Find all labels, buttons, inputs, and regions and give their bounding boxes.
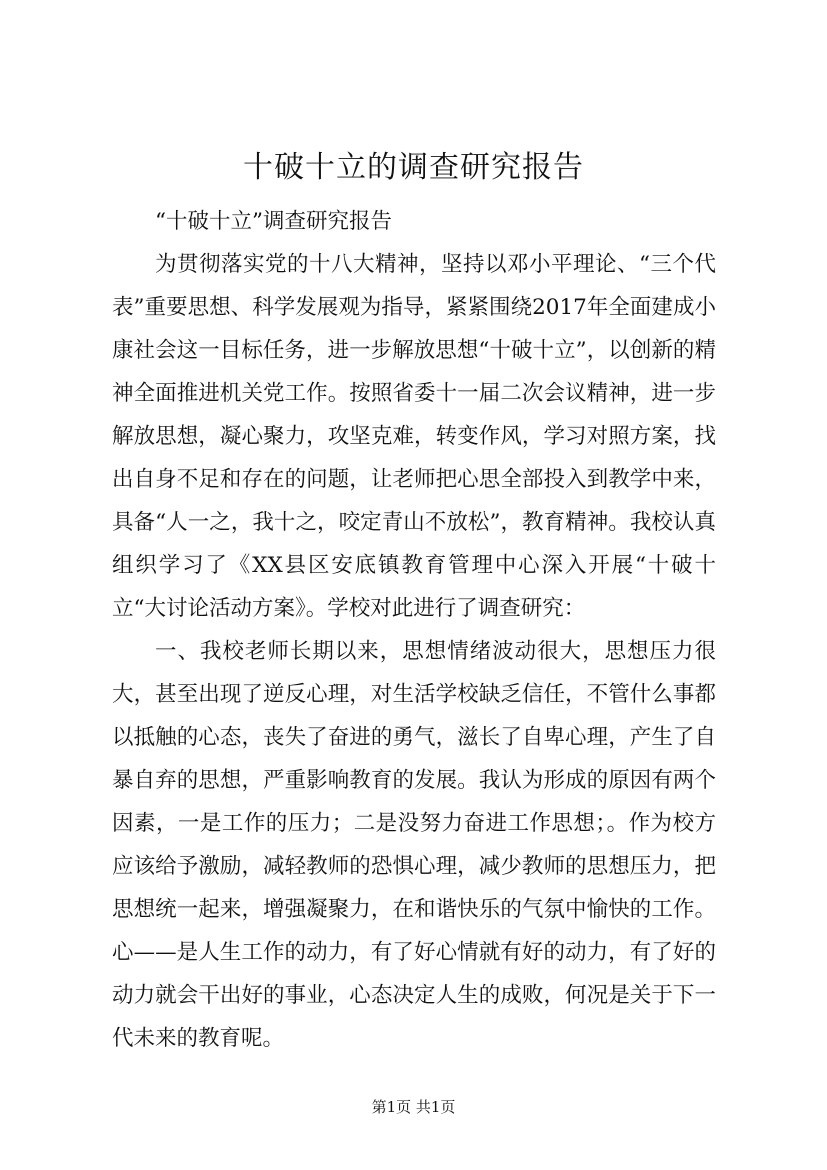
document-title: 十破十立的调查研究报告 [243, 150, 584, 185]
page-footer: 第1页 共1页 [371, 1098, 456, 1116]
intro-paragraph: 为贯彻落实党的十八大精神，坚持以邓小平理论、“三个代表”重要思想、科学发展观为指导，紧紧围绕2017年全面建成小康社会这一目标任务，进一步解放思想“十破十立”，以创新的精神全面推进机关党工作。按照省委十一届二次会议精神，进一步解放思想，凝心聚力，攻坚克难，转变作风，学习对照方案，找出自身不足和存在的问题，让老师把心思全部投入到教学中来，具备“人一之，我十之，咬定青山不放松”，教育精神。我校认真组织学习了《XX县区安底镇教育管理中心深入开展“十破十立“大讨论活动方案》。学校对此进行了调查研究： [112, 252, 716, 621]
subtitle-paragraph: “十破十立”调查研究报告 [155, 209, 392, 234]
document-body [112, 200, 716, 1060]
section-one-paragraph: 一、我校老师长期以来，思想情绪波动很大，思想压力很大，甚至出现了逆反心理，对生活学校缺乏信任，不管什么事都以抵触的心态，丧失了奋进的勇气，滋长了自卑心理，产生了自暴自弃的思想，严重影响教育的发展。我认为形成的原因有两个因素，一是工作的压力；二是没努力奋进工作思想；。作为校方应该给予激励，减轻教师的恐惧心理，减少教师的思想压力，把思想统一起来，增强凝聚力，在和谐快乐的气氛中愉快的工作。心——是人生工作的动力，有了好心情就有好的动力，有了好的动力就会干出好的事业，心态决定人生的成败，何况是关于下一代未来的教育呢。 [112, 639, 716, 1051]
